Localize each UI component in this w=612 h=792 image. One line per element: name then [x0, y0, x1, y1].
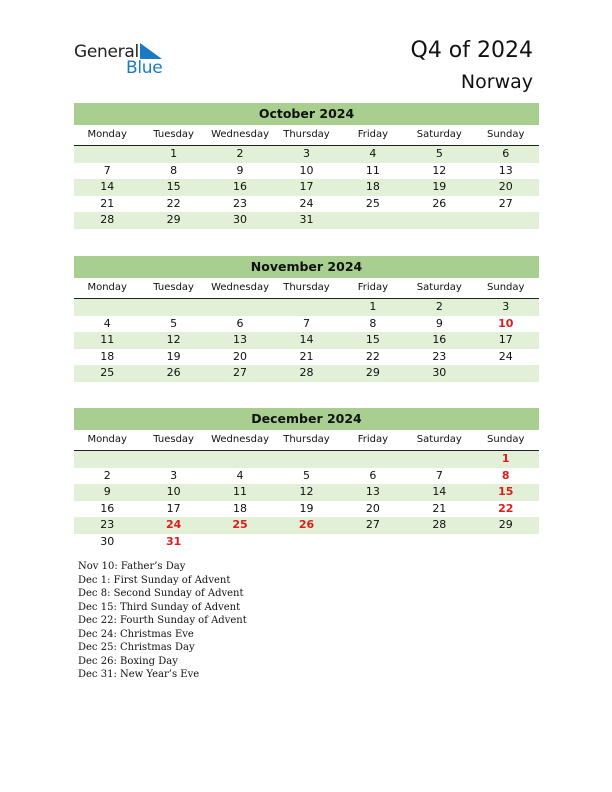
day-cell: 30 — [432, 366, 447, 379]
day-cell: 5 — [302, 468, 310, 482]
day-cell: 3 — [302, 147, 310, 160]
day-cell: 7 — [435, 468, 443, 482]
day-cell: 7 — [103, 163, 111, 177]
week-row — [74, 501, 539, 518]
day-cell — [207, 534, 273, 551]
week-row — [74, 484, 539, 501]
day-cell: 27 — [233, 366, 248, 379]
day-cell — [340, 534, 406, 551]
day-cell: 10 — [166, 485, 181, 498]
day-cell: 28 — [299, 366, 314, 379]
week-row — [74, 451, 539, 468]
weekday-label: Wednesday — [211, 282, 269, 293]
day-cell: 19 — [432, 180, 447, 193]
day-cell — [406, 212, 472, 229]
day-cell: 6 — [236, 316, 244, 330]
weekday-label: Tuesday — [153, 434, 194, 445]
month-title: December 2024 — [74, 408, 539, 430]
day-cell — [473, 534, 539, 551]
month-calendar — [74, 103, 539, 229]
weekday-label: Monday — [87, 129, 127, 140]
day-cell: 29 — [365, 366, 380, 379]
day-cell: 15 — [498, 485, 514, 498]
day-cell: 6 — [369, 468, 377, 482]
weekday-header-row — [74, 278, 539, 299]
weekday-label: Thursday — [283, 434, 330, 445]
holiday-list — [78, 560, 247, 682]
day-cell: 23 — [432, 349, 447, 363]
day-cell: 26 — [298, 518, 315, 531]
day-cell: 31 — [165, 534, 182, 548]
day-cell — [74, 146, 140, 163]
weekday-label: Thursday — [283, 129, 330, 140]
month-title: November 2024 — [74, 256, 539, 278]
weekday-label: Monday — [87, 282, 127, 293]
day-cell: 8 — [170, 163, 178, 177]
day-cell: 29 — [498, 518, 513, 531]
day-cell — [340, 212, 406, 229]
holiday-entry: Dec 8: Second Sunday of Advent — [78, 588, 244, 599]
weekday-label: Friday — [357, 434, 389, 445]
day-cell: 22 — [166, 196, 181, 210]
day-cell: 21 — [432, 501, 447, 515]
day-cell: 10 — [299, 163, 314, 177]
day-cell: 5 — [435, 147, 443, 160]
day-cell: 20 — [233, 349, 248, 363]
day-cell: 17 — [166, 501, 181, 515]
day-cell: 22 — [365, 349, 380, 363]
holiday-entry: Dec 1: First Sunday of Advent — [78, 574, 231, 586]
day-cell — [473, 212, 539, 229]
day-cell — [473, 365, 539, 382]
day-cell: 19 — [299, 501, 314, 515]
weekday-header-row — [74, 125, 539, 146]
day-cell: 14 — [100, 180, 115, 193]
day-cell: 4 — [103, 316, 111, 330]
day-cell: 13 — [498, 163, 513, 177]
day-cell — [273, 299, 339, 316]
weekday-label: Sunday — [487, 129, 525, 140]
weekday-label: Thursday — [283, 282, 330, 293]
day-cell: 21 — [100, 196, 115, 210]
day-cell: 18 — [365, 180, 380, 193]
logo-text-blue: Blue — [126, 58, 163, 78]
day-cell: 14 — [432, 485, 447, 498]
day-cell: 1 — [170, 147, 178, 160]
day-cell: 8 — [501, 468, 510, 482]
month-title: October 2024 — [74, 103, 539, 125]
weekday-label: Wednesday — [211, 434, 269, 445]
day-cell — [406, 451, 472, 468]
day-cell: 14 — [299, 333, 314, 346]
day-cell: 23 — [233, 196, 248, 210]
weekday-label: Tuesday — [153, 129, 194, 140]
day-cell: 15 — [365, 333, 380, 346]
logo-text-general: General — [74, 42, 139, 62]
day-cell: 25 — [100, 366, 115, 379]
day-cell: 3 — [170, 468, 178, 482]
holiday-entry: Dec 22: Fourth Sunday of Advent — [78, 615, 247, 626]
day-cell: 9 — [236, 163, 244, 177]
holiday-entry: Dec 24: Christmas Eve — [78, 628, 194, 640]
brand-logo — [74, 42, 174, 78]
day-cell: 23 — [100, 518, 115, 531]
holiday-entry: Dec 15: Third Sunday of Advent — [78, 601, 241, 613]
weekday-label: Monday — [87, 434, 127, 445]
day-cell: 24 — [299, 196, 314, 210]
weekday-label: Friday — [357, 282, 389, 293]
day-cell: 28 — [432, 518, 447, 531]
day-cell: 16 — [100, 501, 115, 515]
weekday-label: Tuesday — [153, 282, 194, 293]
day-cell — [207, 299, 273, 316]
page-title: Q4 of 2024 — [410, 38, 533, 63]
day-cell: 1 — [369, 300, 377, 313]
day-cell: 11 — [233, 485, 248, 498]
holiday-entry: Dec 26: Boxing Day — [78, 655, 178, 667]
holiday-entry: Nov 10: Father’s Day — [78, 561, 186, 572]
day-cell: 4 — [236, 468, 244, 482]
day-cell: 2 — [435, 300, 443, 313]
day-cell: 3 — [502, 300, 510, 313]
country-name: Norway — [460, 71, 533, 93]
day-cell: 26 — [432, 196, 447, 210]
week-row — [74, 196, 539, 213]
day-cell: 4 — [369, 147, 377, 160]
day-cell: 7 — [302, 316, 310, 330]
weekday-label: Saturday — [416, 434, 462, 445]
day-cell: 24 — [165, 518, 182, 531]
day-cell: 22 — [498, 501, 514, 515]
day-cell — [140, 299, 206, 316]
day-cell: 30 — [233, 213, 248, 226]
day-cell: 13 — [365, 485, 380, 498]
day-cell — [207, 451, 273, 468]
day-cell — [273, 451, 339, 468]
week-row — [74, 163, 539, 180]
weekday-label: Sunday — [487, 434, 525, 445]
day-cell: 25 — [232, 518, 248, 531]
day-cell: 27 — [498, 196, 513, 210]
week-row — [74, 468, 539, 485]
day-cell — [74, 299, 140, 316]
day-cell: 12 — [432, 163, 447, 177]
day-cell: 2 — [236, 147, 244, 160]
day-cell — [406, 534, 472, 551]
week-row — [74, 349, 539, 366]
day-cell: 20 — [365, 501, 380, 515]
weekday-label: Sunday — [487, 282, 525, 293]
day-cell: 27 — [365, 518, 380, 531]
weekday-label: Friday — [357, 129, 389, 140]
day-cell: 13 — [233, 333, 248, 346]
day-cell: 24 — [498, 349, 513, 363]
day-cell: 28 — [100, 213, 115, 226]
day-cell: 30 — [100, 534, 115, 548]
day-cell: 16 — [432, 333, 447, 346]
day-cell: 10 — [498, 316, 514, 330]
week-row — [74, 517, 539, 534]
week-row — [74, 179, 539, 196]
day-cell: 9 — [435, 316, 443, 330]
week-row — [74, 299, 539, 316]
day-cell: 20 — [498, 180, 513, 193]
day-cell: 8 — [369, 316, 377, 330]
day-cell: 29 — [166, 213, 181, 226]
logo-triangle-icon — [140, 43, 162, 59]
day-cell: 5 — [170, 316, 178, 330]
day-cell: 31 — [299, 213, 314, 226]
week-row — [74, 316, 539, 333]
day-cell — [74, 451, 140, 468]
day-cell — [273, 534, 339, 551]
day-cell: 1 — [501, 452, 510, 465]
week-row — [74, 146, 539, 163]
week-row — [74, 534, 539, 551]
day-cell: 6 — [502, 147, 510, 160]
holiday-entry: Dec 25: Christmas Day — [78, 642, 195, 653]
day-cell: 18 — [100, 349, 115, 363]
month-calendar — [74, 408, 539, 550]
day-cell: 9 — [103, 485, 111, 498]
weekday-label: Saturday — [416, 282, 462, 293]
day-cell: 18 — [233, 501, 248, 515]
week-row — [74, 332, 539, 349]
day-cell: 12 — [299, 485, 314, 498]
week-row — [74, 212, 539, 229]
day-cell: 21 — [299, 349, 314, 363]
day-cell: 15 — [166, 180, 181, 193]
day-cell: 17 — [498, 333, 513, 346]
day-cell — [340, 451, 406, 468]
day-cell: 26 — [166, 366, 181, 379]
holiday-entry: Dec 31: New Year’s Eve — [78, 669, 200, 680]
day-cell: 12 — [166, 333, 181, 346]
week-row — [74, 365, 539, 382]
day-cell: 11 — [100, 333, 115, 346]
day-cell: 11 — [365, 163, 380, 177]
weekday-header-row — [74, 430, 539, 451]
day-cell: 17 — [299, 180, 314, 193]
day-cell: 25 — [365, 196, 380, 210]
weekday-label: Wednesday — [211, 129, 269, 140]
day-cell — [140, 451, 206, 468]
day-cell: 16 — [233, 180, 248, 193]
weekday-label: Saturday — [416, 129, 462, 140]
day-cell: 19 — [166, 349, 181, 363]
month-calendar — [74, 256, 539, 382]
day-cell: 2 — [103, 468, 111, 482]
